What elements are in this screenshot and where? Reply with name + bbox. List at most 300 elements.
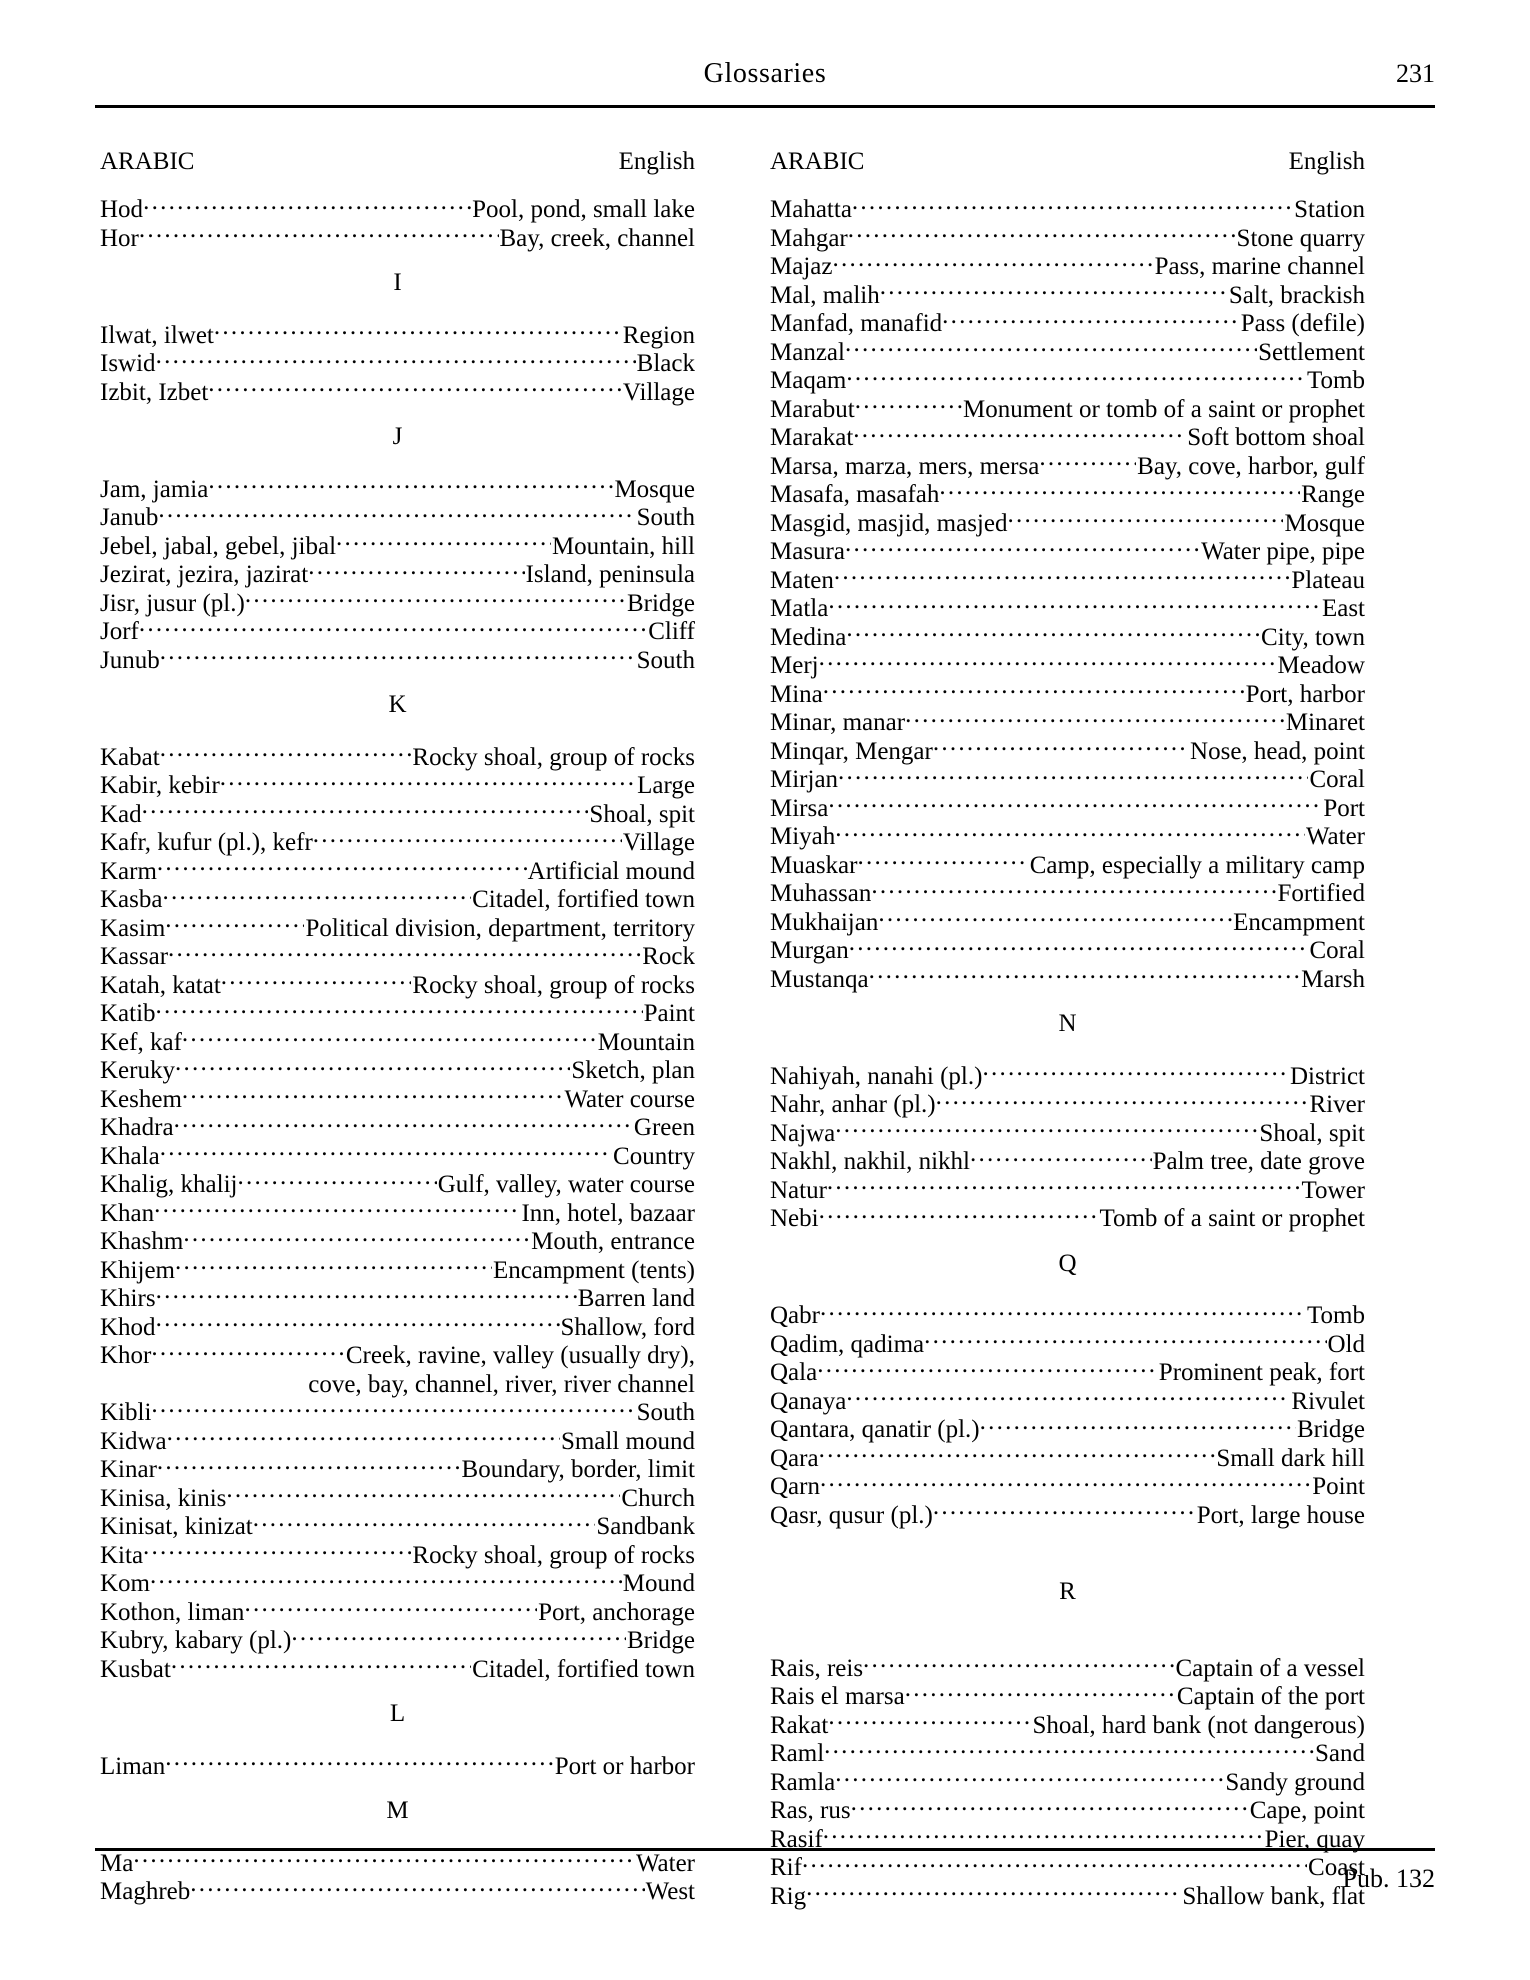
leader-dots xyxy=(165,916,304,936)
glossary-entry xyxy=(770,1769,1365,1798)
leader-dots xyxy=(845,539,1200,559)
glossary-definition: City, town xyxy=(1261,623,1365,651)
glossary-definition: Mosque xyxy=(1284,509,1365,537)
glossary-entry-group xyxy=(100,476,695,676)
leader-dots xyxy=(175,1258,492,1278)
glossary-column-left xyxy=(100,148,695,1907)
glossary-entry xyxy=(770,567,1365,596)
glossary-entry-group xyxy=(770,1063,1365,1234)
glossary-definition: Minaret xyxy=(1285,709,1365,736)
glossary-term: Manfad, manafid xyxy=(770,310,943,337)
glossary-term: Khadra xyxy=(100,1114,174,1141)
glossary-definition: Mosque xyxy=(614,475,695,503)
leader-dots xyxy=(156,1286,577,1306)
leader-dots xyxy=(237,1172,436,1192)
leader-dots xyxy=(820,1474,1311,1494)
leader-dots xyxy=(855,397,962,417)
leader-dots xyxy=(853,425,1186,445)
glossary-term: Khirs xyxy=(100,1285,156,1312)
glossary-entry xyxy=(100,1200,695,1229)
leader-dots xyxy=(244,1600,537,1620)
leader-dots xyxy=(819,1446,1216,1466)
glossary-definition: Boundary, border, limit xyxy=(461,1456,695,1483)
glossary-term: Natur xyxy=(770,1176,827,1204)
glossary-term: Kasba xyxy=(100,886,163,913)
glossary-term: Qara xyxy=(770,1444,819,1472)
glossary-entry xyxy=(100,1171,695,1200)
section-letter-heading: R xyxy=(1059,1578,1076,1605)
glossary-entry xyxy=(100,1257,695,1286)
glossary-entry xyxy=(100,1143,695,1172)
glossary-definition: Bridge xyxy=(626,1627,695,1654)
glossary-term: Masafa, masafah xyxy=(770,481,940,508)
glossary-term: Kita xyxy=(100,1541,144,1569)
glossary-definition: Pier, quay xyxy=(1264,1825,1365,1853)
glossary-entry xyxy=(770,310,1365,339)
glossary-definition: South xyxy=(636,1399,695,1426)
glossary-term: Muhassan xyxy=(770,880,872,907)
leader-dots xyxy=(160,648,636,668)
glossary-definition: Old xyxy=(1327,1330,1365,1358)
glossary-entry xyxy=(770,681,1365,710)
glossary-definition: Soft bottom shoal xyxy=(1187,424,1365,451)
glossary-entry xyxy=(100,1456,695,1485)
glossary-entry xyxy=(770,823,1365,852)
glossary-entry xyxy=(770,1177,1365,1206)
glossary-entry xyxy=(770,1502,1365,1531)
glossary-entry-group xyxy=(770,1302,1365,1530)
section-letter-heading: J xyxy=(392,423,403,450)
glossary-definition: Captain of the port xyxy=(1176,1683,1365,1710)
leader-dots xyxy=(158,505,635,525)
leader-dots xyxy=(835,1770,1224,1790)
glossary-definition: Tower xyxy=(1301,1176,1365,1204)
glossary-term: Nakhl, nakhil, nikhl xyxy=(770,1148,970,1175)
glossary-definition: Prominent peak, fort xyxy=(1158,1359,1365,1386)
glossary-entry xyxy=(100,1485,695,1514)
glossary-term: Minar, manar xyxy=(770,709,906,736)
glossary-term: Rakat xyxy=(770,1711,829,1739)
glossary-entry xyxy=(770,253,1365,282)
leader-dots xyxy=(982,1064,1289,1084)
glossary-entry xyxy=(100,1029,695,1058)
glossary-entry xyxy=(770,1655,1365,1684)
leader-dots xyxy=(852,197,1293,217)
glossary-definition: Camp, especially a military camp xyxy=(1029,851,1365,879)
leader-dots xyxy=(142,802,589,822)
glossary-term: Mirjan xyxy=(770,766,839,793)
glossary-entry xyxy=(100,1627,695,1656)
glossary-term: Mirsa xyxy=(770,794,829,822)
glossary-term: Kinisa, kinis xyxy=(100,1484,227,1512)
glossary-term: Mustanqa xyxy=(770,965,869,993)
glossary-entry xyxy=(770,1359,1365,1388)
glossary-entry xyxy=(100,1428,695,1457)
section-letter-heading: N xyxy=(1058,1010,1077,1037)
glossary-entry xyxy=(100,801,695,830)
section-letter-heading: L xyxy=(389,1700,406,1727)
leader-dots xyxy=(942,311,1240,331)
glossary-term: Katah, katat xyxy=(100,971,221,999)
glossary-entry xyxy=(100,476,695,505)
running-head xyxy=(95,57,1435,93)
glossary-term: Mal, malih xyxy=(770,281,880,309)
glossary-entry xyxy=(770,1148,1365,1177)
glossary-definition-continuation: cove, bay, channel, river, river channel xyxy=(308,1370,695,1398)
leader-dots xyxy=(175,1058,570,1078)
glossary-definition: Village xyxy=(622,378,695,406)
glossary-entry xyxy=(770,424,1365,453)
leader-dots xyxy=(253,1514,596,1534)
leader-dots xyxy=(208,477,613,497)
section-letter-heading: M xyxy=(386,1797,409,1824)
glossary-entry xyxy=(100,1753,695,1782)
page-number: 231 xyxy=(1396,59,1435,88)
glossary-term: Rais, reis xyxy=(770,1654,864,1682)
leader-dots xyxy=(151,1343,344,1363)
leader-dots xyxy=(208,380,622,400)
glossary-term: Kibli xyxy=(100,1399,152,1426)
leader-dots xyxy=(221,973,412,993)
glossary-definition: East xyxy=(1321,595,1365,622)
glossary-entry xyxy=(100,1399,695,1428)
glossary-definition: Rivulet xyxy=(1291,1387,1365,1415)
glossary-definition: West xyxy=(645,1878,695,1905)
glossary-entry xyxy=(100,1114,695,1143)
glossary-entry xyxy=(100,972,695,1001)
glossary-term: Rasif xyxy=(770,1825,823,1853)
glossary-definition: Shallow, ford xyxy=(560,1313,695,1341)
glossary-term: Khan xyxy=(100,1199,155,1227)
glossary-entry xyxy=(770,1797,1365,1826)
glossary-definition: Rock xyxy=(642,943,695,970)
leader-dots xyxy=(157,859,527,879)
leader-dots xyxy=(226,1486,620,1506)
leader-dots xyxy=(828,596,1321,616)
glossary-term: Mukhaijan xyxy=(770,908,879,936)
glossary-definition: Port xyxy=(1323,794,1365,822)
glossary-entry xyxy=(100,1342,695,1371)
glossary-entry xyxy=(100,590,695,619)
glossary-entry xyxy=(770,909,1365,938)
glossary-definition: Encampment (tents) xyxy=(492,1256,695,1284)
glossary-term: Rais el marsa xyxy=(770,1683,905,1710)
glossary-column-right xyxy=(770,148,1365,1911)
leader-dots xyxy=(157,1457,461,1477)
glossary-term: Nebi xyxy=(770,1205,819,1232)
leader-dots xyxy=(156,1315,560,1335)
glossary-entry xyxy=(770,225,1365,254)
glossary-term: Nahr, anhar (pl.) xyxy=(770,1091,936,1118)
glossary-definition: Salt, brackish xyxy=(1228,281,1365,309)
leader-dots xyxy=(150,1571,622,1591)
glossary-definition: Island, peninsula xyxy=(525,561,695,588)
glossary-entry xyxy=(100,1599,695,1628)
glossary-definition: Shallow bank, flat xyxy=(1182,1882,1365,1910)
leader-dots xyxy=(848,226,1236,246)
glossary-entry-group xyxy=(100,196,695,253)
glossary-term: Jam, jamia xyxy=(100,475,209,503)
leader-dots xyxy=(1007,511,1283,531)
glossary-entry xyxy=(770,880,1365,909)
glossary-entry xyxy=(100,744,695,773)
leader-dots xyxy=(835,824,1305,844)
glossary-entry xyxy=(100,1513,695,1542)
glossary-entry xyxy=(100,504,695,533)
glossary-entry xyxy=(100,322,695,351)
leader-dots xyxy=(827,1178,1301,1198)
glossary-definition: Captain of a vessel xyxy=(1175,1654,1365,1682)
leader-dots xyxy=(182,1087,564,1107)
glossary-term: Hor xyxy=(100,224,139,252)
glossary-entry xyxy=(770,1445,1365,1474)
glossary-term: Iswid xyxy=(100,350,156,377)
glossary-definition: Cape, point xyxy=(1249,1797,1365,1824)
leader-dots xyxy=(845,340,1257,360)
section-letter-heading: K xyxy=(388,691,407,718)
target-language-label: English xyxy=(618,148,695,175)
glossary-definition: Small mound xyxy=(560,1427,695,1455)
glossary-definition: Nose, head, point xyxy=(1190,737,1365,765)
glossary-entry xyxy=(770,339,1365,368)
glossary-term: Marakat xyxy=(770,424,854,451)
glossary-definition: Rocky shoal, group of rocks xyxy=(412,1541,695,1569)
leader-dots xyxy=(878,910,1232,930)
leader-dots xyxy=(835,1121,1258,1141)
leader-dots xyxy=(245,591,626,611)
glossary-definition: Plateau xyxy=(1291,566,1365,594)
glossary-entry xyxy=(770,766,1365,795)
glossary-term: Qabr xyxy=(770,1302,820,1329)
glossary-entry xyxy=(770,196,1365,225)
glossary-term: Ilwat, ilwet xyxy=(100,321,214,349)
section-letter-heading: Q xyxy=(1058,1249,1077,1277)
glossary-definition: Settlement xyxy=(1258,338,1365,366)
leader-dots xyxy=(846,625,1260,645)
glossary-term: Maten xyxy=(770,566,834,594)
glossary-definition: Range xyxy=(1301,481,1365,508)
glossary-entry xyxy=(100,1228,695,1257)
glossary-entry xyxy=(770,852,1365,881)
leader-dots xyxy=(154,1201,520,1221)
glossary-definition: District xyxy=(1290,1062,1365,1090)
glossary-term: Medina xyxy=(770,623,847,651)
glossary-definition: Creek, ravine, valley (usually dry), xyxy=(345,1342,695,1369)
glossary-term: Ramla xyxy=(770,1768,836,1796)
glossary-definition: Port, large house xyxy=(1196,1501,1365,1529)
leader-dots xyxy=(851,1798,1249,1818)
glossary-term: Mina xyxy=(770,680,823,708)
glossary-definition: Stone quarry xyxy=(1236,224,1365,252)
leader-dots xyxy=(880,283,1228,303)
glossary-definition: Bay, cove, harbor, gulf xyxy=(1137,452,1365,480)
leader-dots xyxy=(924,1332,1326,1352)
glossary-term: Kinisat, kinizat xyxy=(100,1513,253,1540)
glossary-entry xyxy=(770,652,1365,681)
glossary-definition: Shoal, spit xyxy=(589,800,695,828)
leader-dots xyxy=(143,197,471,217)
glossary-entry xyxy=(100,1000,695,1029)
glossary-term: Kidwa xyxy=(100,1427,167,1455)
leader-dots xyxy=(869,967,1301,987)
glossary-entry xyxy=(770,1683,1365,1712)
glossary-term: Khashm xyxy=(100,1228,184,1255)
leader-dots xyxy=(817,1360,1158,1380)
glossary-term: Majaz xyxy=(770,253,833,280)
glossary-definition: Black xyxy=(636,350,695,377)
glossary-definition: Port, harbor xyxy=(1245,680,1365,708)
footer-publication: Pub. 132 xyxy=(1342,1864,1435,1893)
glossary-term: Izbit, Izbet xyxy=(100,378,209,406)
glossary-entry xyxy=(770,510,1365,539)
leader-dots xyxy=(220,773,636,793)
glossary-definition: Water xyxy=(635,1849,695,1877)
leader-dots xyxy=(313,830,622,850)
glossary-entry xyxy=(100,1086,695,1115)
glossary-term: Rif xyxy=(770,1854,802,1881)
glossary-definition: Gulf, valley, water course xyxy=(437,1171,695,1198)
glossary-definition: Meadow xyxy=(1277,652,1365,679)
glossary-entry xyxy=(770,1063,1365,1092)
glossary-term: Muaskar xyxy=(770,851,858,879)
glossary-definition: Region xyxy=(622,321,695,349)
source-language-label: ARABIC xyxy=(770,148,865,175)
glossary-entry xyxy=(100,350,695,379)
glossary-term: Ma xyxy=(100,1849,134,1877)
glossary-entry xyxy=(100,943,695,972)
leader-dots xyxy=(828,1713,1031,1733)
glossary-term: Raml xyxy=(770,1740,825,1767)
glossary-entry xyxy=(770,1205,1365,1234)
glossary-entry xyxy=(770,738,1365,767)
leader-dots xyxy=(214,323,622,343)
glossary-term: Liman xyxy=(100,1752,166,1780)
glossary-entry-group xyxy=(100,1753,695,1782)
glossary-entry xyxy=(100,533,695,562)
glossary-entry-group xyxy=(100,744,695,1685)
leader-dots xyxy=(183,1229,530,1249)
glossary-definition: Citadel, fortified town xyxy=(472,886,695,913)
glossary-definition: Shoal, spit xyxy=(1259,1119,1365,1147)
glossary-term: Kafr, kufur (pl.), kefr xyxy=(100,829,313,856)
leader-dots xyxy=(933,739,1189,759)
glossary-definition: Station xyxy=(1294,196,1365,223)
glossary-entry xyxy=(770,1712,1365,1741)
glossary-term: Nahiyah, nanahi (pl.) xyxy=(770,1062,983,1090)
leader-dots xyxy=(156,1001,643,1021)
leader-dots xyxy=(828,796,1322,816)
glossary-definition: River xyxy=(1309,1091,1365,1118)
leader-dots xyxy=(139,226,499,246)
glossary-term: Marabut xyxy=(770,395,855,423)
glossary-definition: Church xyxy=(621,1484,695,1512)
glossary-definition: Sand xyxy=(1315,1740,1365,1767)
glossary-definition: Coral xyxy=(1309,937,1365,964)
glossary-definition: Tomb xyxy=(1307,1302,1365,1329)
leader-dots xyxy=(846,368,1306,388)
glossary-definition: Artificial mound xyxy=(527,857,695,885)
glossary-definition: Pass, marine channel xyxy=(1154,253,1365,280)
footer-rule xyxy=(95,1848,1435,1851)
column-header xyxy=(100,148,695,188)
glossary-entry xyxy=(100,1570,695,1599)
glossary-term: Hod xyxy=(100,196,144,223)
glossary-term: Qasr, qusur (pl.) xyxy=(770,1501,933,1529)
glossary-entry xyxy=(100,829,695,858)
glossary-definition: Monument or tomb of a saint or prophet xyxy=(962,395,1365,423)
glossary-entry xyxy=(100,225,695,254)
leader-dots xyxy=(939,482,1300,502)
glossary-entry xyxy=(100,772,695,801)
column-header xyxy=(770,148,1365,188)
leader-dots xyxy=(905,710,1285,730)
page-title: Glossaries xyxy=(703,58,827,89)
glossary-term: Qantara, qanatir (pl.) xyxy=(770,1416,980,1443)
glossary-definition: Pool, pond, small lake xyxy=(472,196,695,223)
leader-dots xyxy=(160,745,412,765)
glossary-definition: Marsh xyxy=(1301,965,1365,993)
glossary-term: Maghreb xyxy=(100,1878,191,1905)
glossary-term: Qadim, qadima xyxy=(770,1330,925,1358)
glossary-term: Manzal xyxy=(770,338,845,366)
glossary-definition: Shoal, hard bank (not dangerous) xyxy=(1032,1711,1365,1739)
section-letter-heading: I xyxy=(393,269,402,296)
glossary-term: Kusbat xyxy=(100,1655,171,1683)
glossary-definition: Encampment xyxy=(1233,908,1365,936)
glossary-definition: Sandbank xyxy=(596,1513,695,1540)
glossary-entry xyxy=(100,1285,695,1314)
glossary-entry xyxy=(100,1057,695,1086)
leader-dots xyxy=(156,351,636,371)
glossary-term: Matla xyxy=(770,595,829,622)
glossary-term: Mahatta xyxy=(770,196,852,223)
glossary-term: Kabir, kebir xyxy=(100,772,220,799)
glossary-term: Merj xyxy=(770,652,819,679)
glossary-entry xyxy=(770,1740,1365,1769)
glossary-definition: Rocky shoal, group of rocks xyxy=(412,971,695,999)
leader-dots xyxy=(291,1628,626,1648)
leader-dots xyxy=(980,1417,1296,1437)
leader-dots xyxy=(160,1144,612,1164)
glossary-definition: Tomb of a saint or prophet xyxy=(1099,1205,1365,1232)
glossary-term: Qanaya xyxy=(770,1387,847,1415)
glossary-definition: Port or harbor xyxy=(554,1752,695,1780)
glossary-definition: Fortified xyxy=(1277,880,1365,907)
leader-dots xyxy=(849,938,1309,958)
glossary-entry xyxy=(100,618,695,647)
glossary-entry xyxy=(770,595,1365,624)
glossary-term: Masura xyxy=(770,538,845,565)
glossary-definition: Village xyxy=(622,829,695,856)
glossary-term: Katib xyxy=(100,1000,156,1027)
glossary-term: Jorf xyxy=(100,618,139,645)
glossary-term: Jisr, jusur (pl.) xyxy=(100,589,245,617)
glossary-definition: Palm tree, date grove xyxy=(1152,1148,1365,1175)
glossary-term: Ras, rus xyxy=(770,1797,851,1824)
glossary-term: Marsa, marza, mers, mersa xyxy=(770,452,1040,480)
glossary-entry xyxy=(770,481,1365,510)
glossary-entry xyxy=(770,1302,1365,1331)
glossary-definition: Pass (defile) xyxy=(1240,310,1365,337)
glossary-definition: Bridge xyxy=(626,589,695,617)
leader-dots xyxy=(823,1827,1264,1847)
glossary-definition: Point xyxy=(1312,1473,1365,1500)
leader-dots xyxy=(838,767,1308,787)
glossary-term: Kubry, kabary (pl.) xyxy=(100,1627,292,1654)
glossary-definition: Cliff xyxy=(648,618,695,645)
glossary-entry xyxy=(100,886,695,915)
leader-dots xyxy=(820,1303,1306,1323)
